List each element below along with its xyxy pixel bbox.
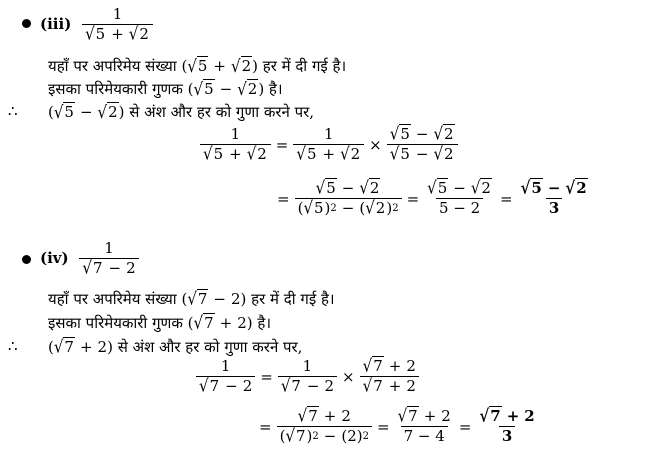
text-iii-line3: (√5 − √2) से अंश और हर को गुणा करने पर, [48,101,315,123]
therefore-iii: ∴ [8,102,18,120]
fraction-iv-rhs2: √7 + 2 √7 + 2 [360,358,419,396]
fraction-iii-step1: √5 − √2 ( √5 ) 2 − ( √2 ) 2 [295,180,402,218]
fraction-iii-lhs: 1 √5 + √2 [200,126,271,164]
label-iv: (iv) [40,248,69,267]
fraction-iii-step2: √5 − √2 5 − 2 [427,177,491,218]
heading-iii [40,6,153,44]
text-iv-line2: इसका परिमेयकारी गुणक (√7 + 2) है। [48,312,272,334]
fraction-iv-result: √7 + 2 3 [479,405,535,446]
fraction-iv-step1: √7 + 2 ( √7 ) 2 − ( 2 ) 2 [277,408,372,446]
label-iii: (iii) [40,14,72,33]
fraction-iii-result: √5 − √2 3 [520,177,587,218]
equation-iv-row1: 1 √7 − 2 = 1 √7 − 2 × √7 + 2 √7 + 2 [196,358,419,396]
equation-iii-row2: = √5 − √2 ( √5 ) 2 − ( √2 ) 2 = √5 − √2 5 − 2 = √5 − √2 3 [272,180,591,218]
text-iv-line1: यहाँ पर अपरिमेय संख्या (√7 − 2) हर में दी गई है। [48,288,335,310]
text-iv-line3: (√7 + 2) से अंश और हर को गुणा करने पर, [48,336,303,358]
fraction-iv-lhs: 1 √7 − 2 [196,358,255,396]
bullet-iii [22,19,31,28]
equation-iv-row2: = √7 + 2 ( √7 ) 2 − ( 2 ) 2 = √7 + 2 7 − 4 = √7 + 2 3 [254,408,538,446]
therefore-iv: ∴ [8,337,18,355]
bullet-iv [22,255,31,264]
fraction-iv-rhs1: 1 √7 − 2 [278,358,337,396]
fraction-iv-heading: 1 √7 − 2 [79,240,138,278]
text-iii-line2: इसका परिमेयकारी गुणक (√5 − √2) है। [48,78,283,100]
heading-iv [40,240,139,278]
text-iii-line1: यहाँ पर अपरिमेय संख्या (√5 + √2) हर में दी गई है। [48,55,347,77]
fraction-iii-rhs2: √5 − √2 √5 − √2 [387,126,458,164]
equation-iii-row1: 1 √5 + √2 = 1 √5 + √2 × √5 − √2 √5 − √2 [200,126,458,164]
fraction-iii-heading: 1 √5 + √2 [82,6,153,44]
fraction-iii-rhs1: 1 √5 + √2 [293,126,364,164]
fraction-iv-step2: √7 + 2 7 − 4 [397,405,451,446]
